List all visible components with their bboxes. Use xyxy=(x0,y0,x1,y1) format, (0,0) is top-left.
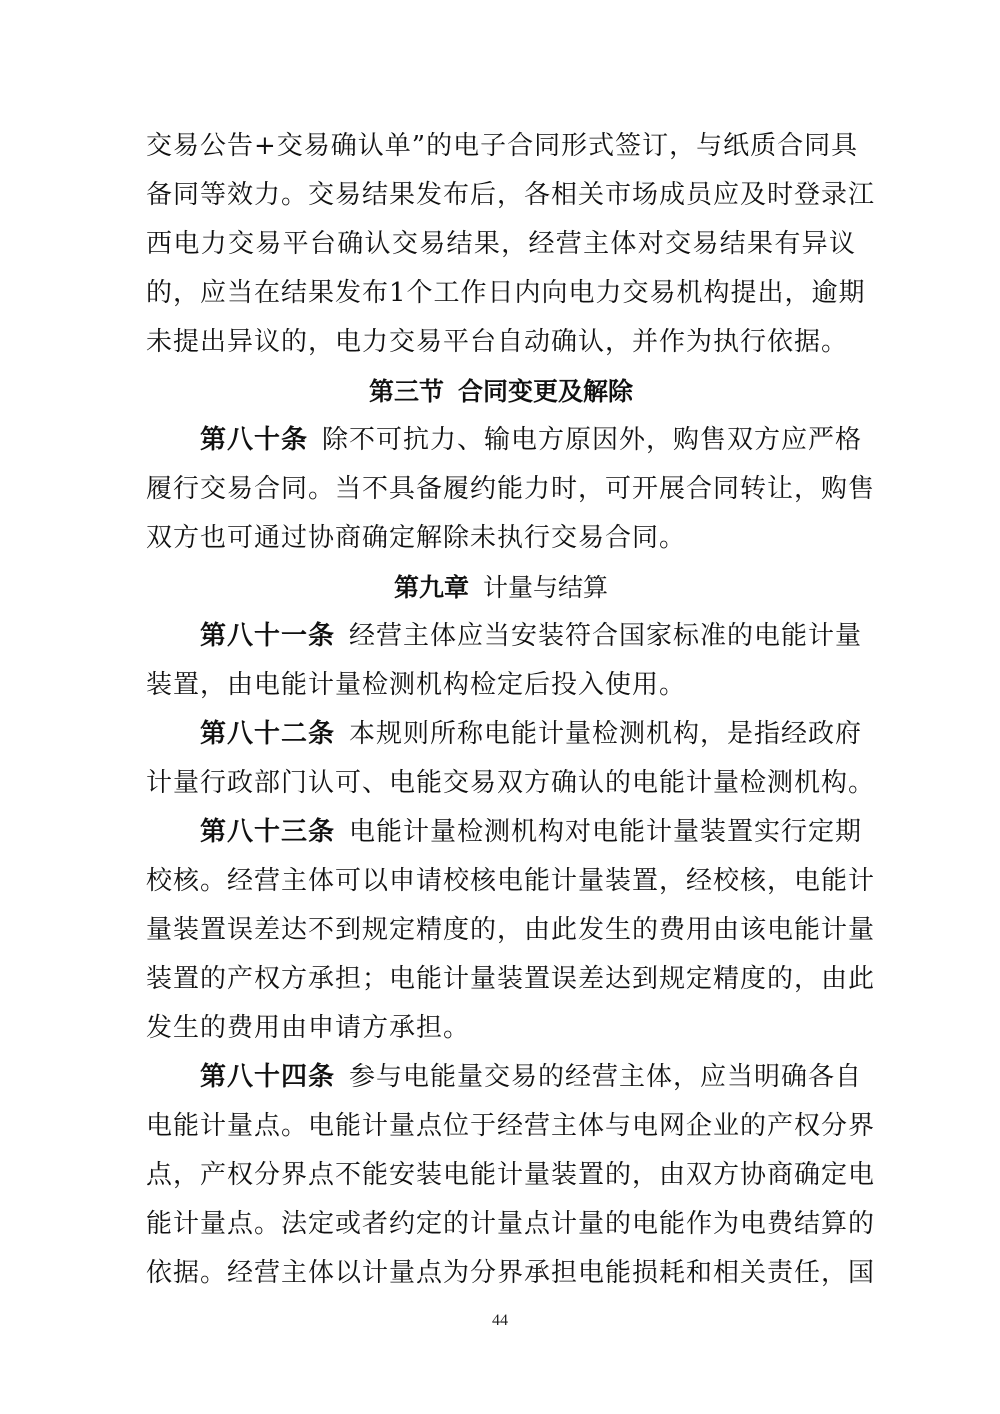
article-text: 本规则所称电能计量检测机构，是指经政府 xyxy=(349,719,863,749)
section-heading xyxy=(146,367,856,416)
text-line: 电能计量点。电能计量点位于经营主体与电网企业的产权分界 xyxy=(146,1111,876,1141)
article-text: 参与电能量交易的经营主体，应当明确各自 xyxy=(349,1062,863,1092)
article-label: 第八十二条 xyxy=(200,719,336,749)
text-line: 备同等效力。交易结果发布后，各相关市场成员应及时登录江 xyxy=(146,180,876,210)
article-label: 第八十三条 xyxy=(200,817,336,847)
article-first-line xyxy=(146,808,863,857)
text-line: 西电力交易平台确认交易结果，经营主体对交易结果有异议 xyxy=(146,229,856,259)
article-label: 第八十四条 xyxy=(200,1062,336,1092)
text-line: 发生的费用由申请方承担。 xyxy=(146,1013,471,1043)
article-first-line xyxy=(146,416,863,465)
article-label: 第八十一条 xyxy=(200,621,336,651)
text-line: 计量行政部门认可、电能交易双方确认的电能计量检测机构。 xyxy=(146,768,876,798)
text-line: 双方也可通过协商确定解除未执行交易合同。 xyxy=(146,523,687,553)
text-line: 的，应当在结果发布1个工作日内向电力交易机构提出，逾期 xyxy=(146,278,866,308)
article-label: 第八十条 xyxy=(200,425,309,455)
article-text: 除不可抗力、输电方原因外，购售双方应严格 xyxy=(322,425,863,455)
text-line: 依据。经营主体以计量点为分界承担电能损耗和相关责任，国 xyxy=(146,1258,876,1288)
text-line: 未提出异议的，电力交易平台自动确认，并作为执行依据。 xyxy=(146,327,849,357)
text-line: 量装置误差达不到规定精度的，由此发生的费用由该电能计量 xyxy=(146,915,876,945)
text-line: 交易公告+交易确认单”的电子合同形式签订，与纸质合同具 xyxy=(146,131,859,161)
text-line: 校核。经营主体可以申请校核电能计量装置，经校核，电能计 xyxy=(146,866,876,896)
section-number: 第三节 xyxy=(368,377,444,406)
document-body xyxy=(146,122,876,1298)
chapter-title: 计量与结算 xyxy=(483,573,609,602)
text-line: 能计量点。法定或者约定的计量点计量的电能作为电费结算的 xyxy=(146,1209,876,1239)
article-text: 电能计量检测机构对电能计量装置实行定期 xyxy=(349,817,863,847)
article-first-line xyxy=(146,1053,863,1102)
text-line: 装置，由电能计量检测机构检定后投入使用。 xyxy=(146,670,687,700)
text-line: 装置的产权方承担；电能计量装置误差达到规定精度的，由此 xyxy=(146,964,876,994)
page-number: 44 xyxy=(492,1312,508,1329)
section-title: 合同变更及解除 xyxy=(458,377,634,406)
article-first-line xyxy=(146,710,863,759)
chapter-heading xyxy=(146,563,856,612)
chapter-number: 第九章 xyxy=(393,573,469,602)
article-text: 经营主体应当安装符合国家标准的电能计量 xyxy=(349,621,863,651)
text-line: 履行交易合同。当不具备履约能力时，可开展合同转让，购售 xyxy=(146,474,876,504)
text-line: 点，产权分界点不能安装电能计量装置的，由双方协商确定电 xyxy=(146,1160,876,1190)
article-first-line xyxy=(146,612,863,661)
